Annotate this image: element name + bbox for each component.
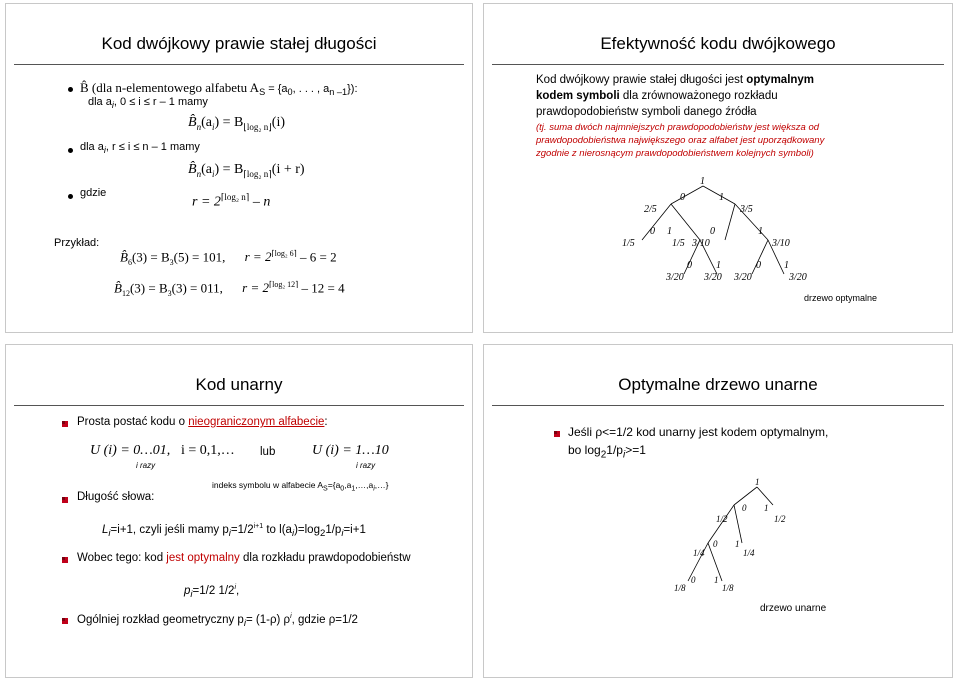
- unary-under-1: i razy: [136, 461, 156, 470]
- bullet: [62, 557, 68, 563]
- tree-label: 0: [713, 539, 718, 549]
- tree-label: 3/20: [704, 272, 722, 283]
- or-label: lub: [260, 446, 276, 458]
- tree-label: 1/5: [622, 238, 635, 249]
- tree-label: 0: [710, 226, 715, 237]
- index-note: indeks symbolu w alfabecie $A_S=\{a_0,a_1,\dots,a_i,\dots\}$: [212, 480, 389, 493]
- tree-caption: drzewo unarne: [760, 603, 827, 614]
- tree-label: 1: [764, 503, 769, 513]
- bullet: [62, 618, 68, 624]
- slide-1-title: Kod dwójkowy prawie stałej długości: [101, 34, 377, 53]
- tree-label: 1/5: [672, 238, 685, 249]
- condition-line-1: dla $a_i$, 0 ≤ i ≤ r – 1 mamy: [88, 96, 208, 111]
- tree-label: 0: [687, 260, 692, 271]
- probability-line: $p_i=1/2$ 1/2$^i$,: [184, 584, 240, 601]
- tree-label: 0: [680, 192, 685, 203]
- tree-label: 1/8: [674, 583, 686, 593]
- tree-label: 1: [719, 192, 724, 203]
- tree-caption: drzewo optymalne: [804, 293, 878, 303]
- statement-line-3: prawdopodobieństw symboli danego źródła: [536, 106, 757, 118]
- formula-2: $B̂_n(a_i) = B_{⌈log_2 n⌉}(i + r)$: [188, 162, 305, 179]
- slide-2: [483, 3, 953, 333]
- tree-label: 1/2: [774, 514, 786, 524]
- tree-label: 1/8: [722, 583, 734, 593]
- tree-label: 3/20: [666, 272, 684, 283]
- tree-label: 1: [667, 226, 672, 237]
- unary-formula-1: U (i) = 0…01,: [90, 443, 171, 458]
- tree-label: 1: [758, 226, 763, 237]
- tree-label: 1: [755, 477, 760, 487]
- title-divider: [14, 405, 464, 406]
- bullet: [68, 194, 73, 199]
- bullet: [62, 497, 68, 503]
- slide-4-title: Optymalne drzewo unarne: [618, 375, 818, 394]
- unary-intro: Prosta postać kodu o nieograniczonym alfabecie:: [77, 416, 328, 428]
- tree-label: 1/4: [693, 548, 705, 558]
- formula-3: $r = 2^{⌈log_2 n⌉} - n$: [192, 192, 271, 210]
- tree-label: 1/2: [716, 514, 728, 524]
- tree-label: 0: [742, 503, 747, 513]
- tree-label: 1: [784, 260, 789, 271]
- optimal-condition-1: Jeśli ρ<=1/2 kod unarny jest kodem optymalnym,: [568, 425, 829, 439]
- unary-formula-2: U (i) = 1…10: [312, 443, 389, 458]
- tree-label: 1: [735, 539, 740, 549]
- note-line-1: (tj. suma dwóch najmniejszych prawdopodobieństw jest większa od: [536, 122, 820, 133]
- tree-label: 0: [650, 226, 655, 237]
- intro-line: B̂ (dla n-elementowego alfabetu $A_S = \{a_0$, . . . , $a_{n -1}$}):: [80, 80, 358, 98]
- where-label: gdzie: [80, 187, 107, 199]
- slide-3: [5, 344, 473, 678]
- example-2: $B̂_{12}(3) = B_3(3) = 011$, $r = 2^{⌈log_2 12⌉} - 12 = 4$: [114, 280, 345, 298]
- slide-2-title: Efektywność kodu dwójkowego: [600, 34, 836, 53]
- example-1: $B̂_6(3) = B_3(5) = 101$, $r = 2^{⌈log_2 6⌉} - 6 = 2$: [120, 249, 337, 267]
- tree-label: 1/4: [743, 548, 755, 558]
- tree-label: 3/20: [734, 272, 752, 283]
- unary-tree: [484, 345, 953, 678]
- note-line-3: zgodnie z nierosnącym prawdopodobieństwem kolejnych symboli): [536, 148, 814, 159]
- bullet: [68, 87, 73, 92]
- geometric-line: Ogólniej rozkład geometryczny $p_i= (1-\rho)$ $\rho^i$, gdzie ρ=1/2: [77, 613, 358, 630]
- bullet: [68, 148, 73, 153]
- bullet: [62, 421, 68, 427]
- tree-label: 3/5: [740, 204, 753, 215]
- slide-3-title: Kod unarny: [195, 375, 283, 394]
- example-label: Przykład:: [54, 237, 100, 249]
- tree-label: 1: [716, 260, 721, 271]
- tree-label: 3/10: [692, 238, 710, 249]
- slide-1: [5, 3, 473, 333]
- note-line-2: prawdopodobieństwa największego oraz alfabet jest uporządkowany: [536, 135, 825, 146]
- statement-line-2: kodem symboli dla zrównoważonego rozkładu: [536, 90, 778, 102]
- formula-1: $B̂_n(a_i) = B_{⌊log_2 n⌋}(i)$: [188, 115, 286, 132]
- word-length-label: Długość słowa:: [77, 491, 155, 503]
- tree-label: 0: [691, 575, 696, 585]
- optimal-tree: [484, 4, 953, 333]
- optimality-line: Wobec tego: kod jest optymalny dla rozkładu prawdopodobieństw: [77, 552, 411, 564]
- tree-label: 1: [714, 575, 719, 585]
- statement-line-1: Kod dwójkowy prawie stałej długości jest optymalnym: [536, 74, 815, 86]
- title-divider: [14, 64, 464, 65]
- tree-label: 1: [700, 176, 705, 187]
- tree-label: 3/20: [789, 272, 807, 283]
- tree-label: 2/5: [644, 204, 657, 215]
- unary-range: i = 0,1,…: [181, 443, 235, 458]
- slide-4: [483, 344, 953, 678]
- tree-label: 3/10: [772, 238, 790, 249]
- unary-under-2: i razy: [356, 461, 376, 470]
- length-line: $L_i=i+1$, czyli jeśli mamy $p_i=1/2^{i+1}$ to $l(a_i)=\log_21/p_i=i+1$: [102, 523, 366, 540]
- condition-line-2: dla $a_i$, r ≤ i ≤ n – 1 mamy: [80, 141, 200, 156]
- tree-label: 0: [756, 260, 761, 271]
- optimal-condition-2: bo $\log_21/p_i>=1$: [568, 443, 646, 461]
